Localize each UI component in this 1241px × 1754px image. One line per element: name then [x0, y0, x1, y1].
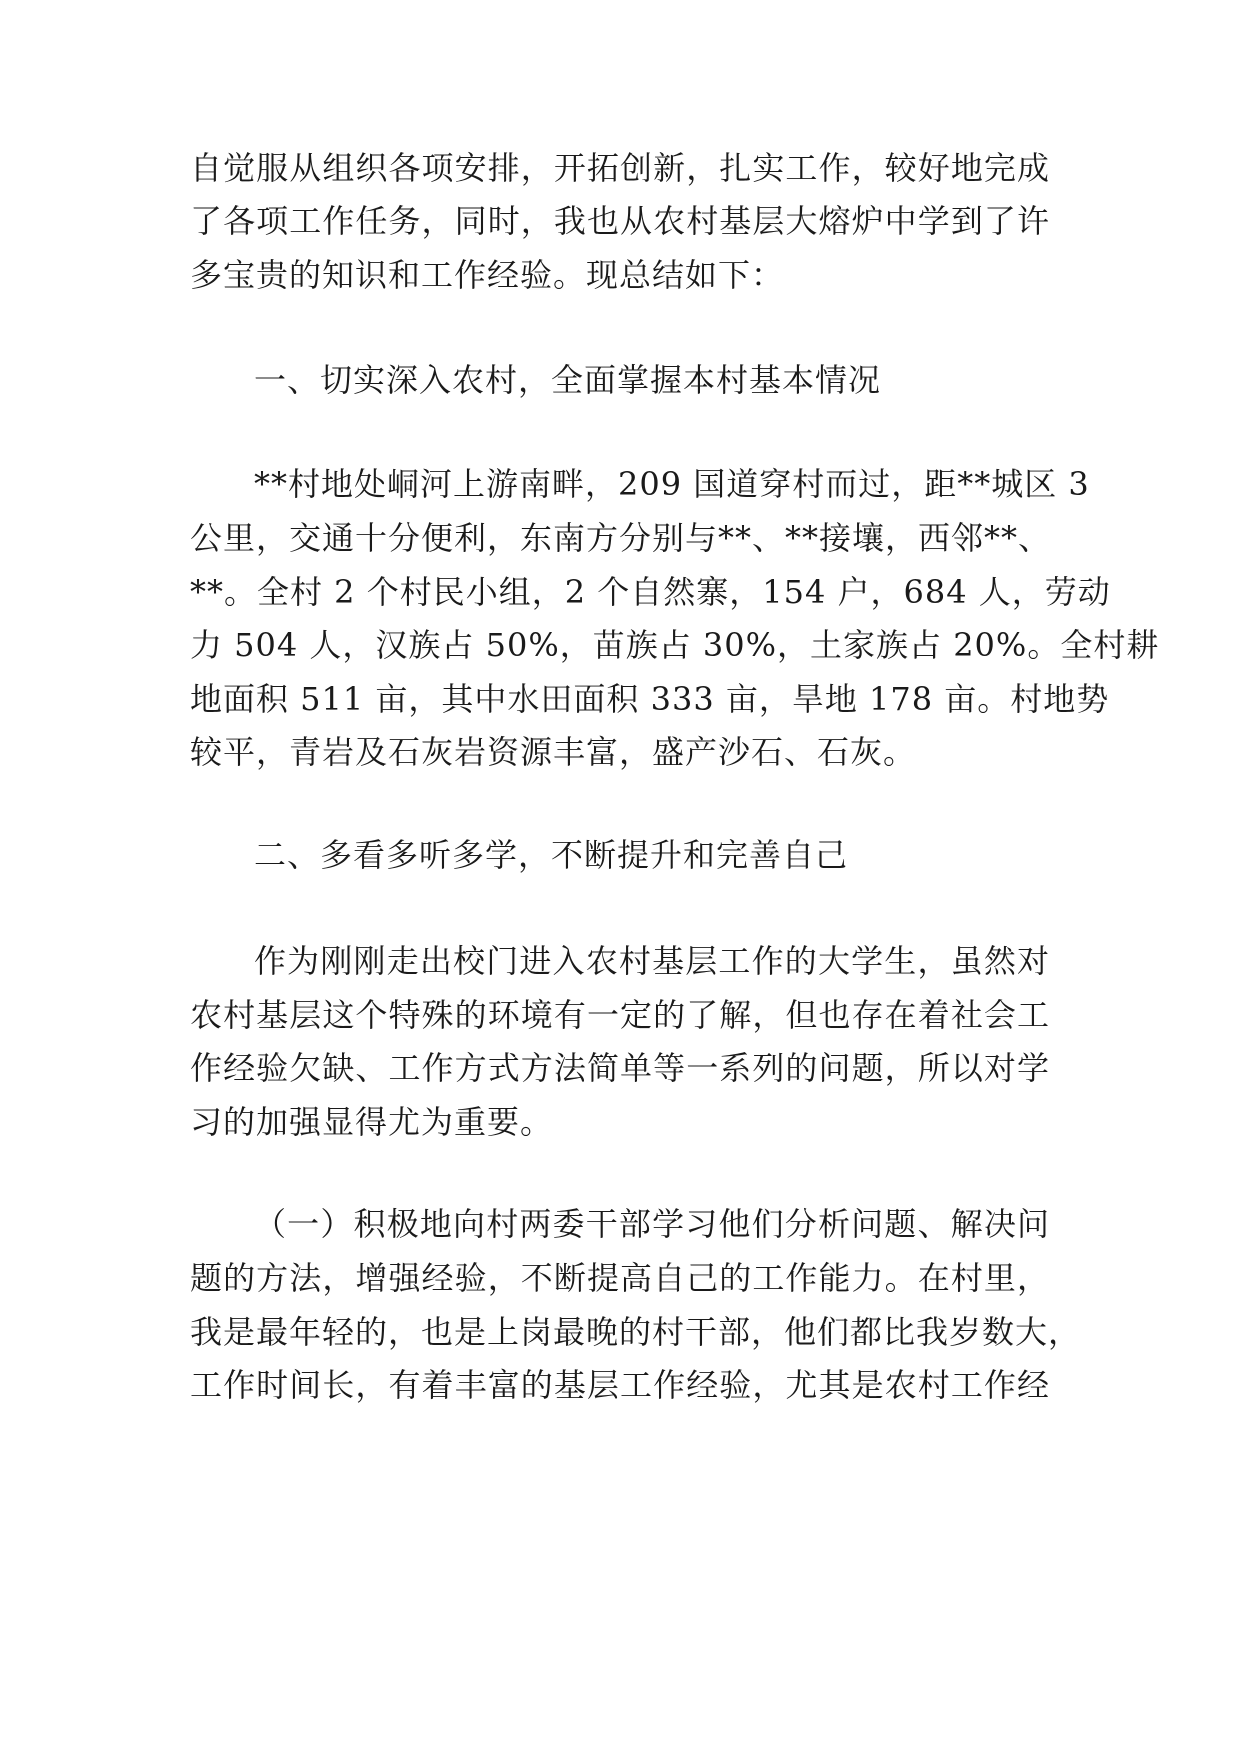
paragraph-line: 公里，交通十分便利，东南方分别与**、**接壤，西邻**、 [190, 519, 1052, 557]
paragraph-line: 我是最年轻的，也是上岗最晚的村干部，他们都比我岁数大， [190, 1313, 1082, 1351]
paragraph-line: 作为刚刚走出校门进入农村基层工作的大学生，虽然对 [254, 942, 1050, 980]
paragraph-line: 工作时间长，有着丰富的基层工作经验，尤其是农村工作经 [190, 1366, 1050, 1404]
paragraph-line: 了各项工作任务，同时，我也从农村基层大熔炉中学到了许 [190, 202, 1050, 240]
section-heading-1: 一、切实深入农村，全面掌握本村基本情况 [254, 361, 882, 399]
paragraph-line: 地面积 511 亩，其中水田面积 333 亩，旱地 178 亩。村地势 [190, 680, 1110, 718]
paragraph-line: 农村基层这个特殊的环境有一定的了解，但也存在着社会工 [190, 996, 1050, 1034]
paragraph-line: 习的加强显得尤为重要。 [190, 1103, 554, 1141]
paragraph-line: 多宝贵的知识和工作经验。现总结如下： [190, 256, 785, 294]
paragraph-line: 作经验欠缺、工作方式方法简单等一系列的问题，所以对学 [190, 1049, 1050, 1087]
paragraph-line: 力 504 人，汉族占 50%，苗族占 30%，土家族占 20%。全村耕 [190, 626, 1160, 664]
paragraph-line: （一）积极地向村两委干部学习他们分析问题、解决问 [254, 1205, 1050, 1243]
paragraph-line: 自觉服从组织各项安排，开拓创新，扎实工作，较好地完成 [190, 149, 1050, 187]
paragraph-line: 较平，青岩及石灰岩资源丰富，盛产沙石、石灰。 [190, 733, 917, 771]
paragraph-line: **村地处峒河上游南畔，209 国道穿村而过，距**城区 3 [254, 465, 1090, 503]
section-heading-2: 二、多看多听多学，不断提升和完善自己 [254, 836, 849, 874]
paragraph-line: 题的方法，增强经验，不断提高自己的工作能力。在村里， [190, 1259, 1050, 1297]
paragraph-line: **。全村 2 个村民小组，2 个自然寨，154 户，684 人，劳动 [190, 573, 1111, 611]
